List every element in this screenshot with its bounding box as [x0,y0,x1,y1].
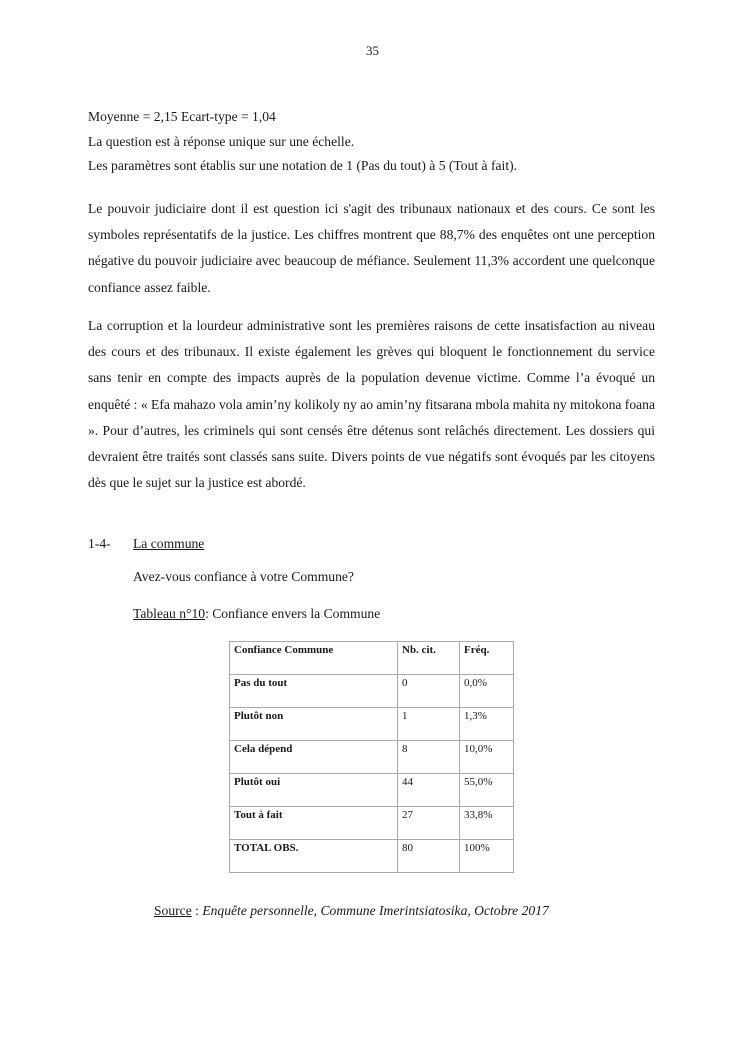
section-heading [88,534,204,554]
section-number: 1-4- [88,536,111,551]
row-count: 80 [398,840,460,873]
header-count: Nb. cit. [398,642,460,675]
source-citation [154,901,549,921]
table-caption-text: : Confiance envers la Commune [205,606,381,621]
source-separator: : [191,903,203,918]
row-count: 27 [398,807,460,840]
row-frequency: 0,0% [460,675,514,708]
row-label: Plutôt oui [230,774,398,807]
table-caption [133,604,380,624]
scale-parameters-line: Les paramètres sont établis sur une notation de 1 (Pas du tout) à 5 (Tout à fait). [88,158,518,173]
page-number: 35 [366,43,379,58]
header-confidence: Confiance Commune [230,642,398,675]
survey-question: Avez-vous confiance à votre Commune? [133,569,354,584]
section-title: La commune [133,536,205,551]
header-frequency: Fréq. [460,642,514,675]
row-frequency: 10,0% [460,741,514,774]
source-label: Source [154,903,192,918]
row-label: Plutôt non [230,708,398,741]
row-count: 1 [398,708,460,741]
row-frequency: 33,8% [460,807,514,840]
statistics-summary [88,105,658,179]
row-label: Pas du tout [230,675,398,708]
table-row [230,774,514,807]
paragraph-corruption: La corruption et la lourdeur administrative sont les premières raisons de cette insatisfaction au niveau des cours et des tribunaux. Il existe également les grèves qui bloquent le fonctionnement du service sans tenir en compte des impacts auprès de la population devenue victime. Comme l’a évoqué un enquêté : « Efa mahazo vola amin’ny kolikoly ny ao amin’ny fitsarana mbola mahita ny mitokona foana ». Pour d’autres, les criminels qui sont censés être détenus sont relâchés directement. Les dossiers qui devraient être traités sont classés sans suite. Divers points de vue négatifs sont évoqués par les citoyens dès que le sujet sur la justice est abordé. [88,318,655,491]
table-total-row [230,840,514,873]
table-row [230,741,514,774]
row-count: 44 [398,774,460,807]
row-frequency: 1,3% [460,708,514,741]
table-header-row [230,642,514,675]
row-frequency: 100% [460,840,514,873]
row-count: 8 [398,741,460,774]
mean-stddev-line: Moyenne = 2,15 Ecart-type = 1,04 [88,109,276,124]
table-row [230,708,514,741]
confidence-table [229,641,514,873]
row-label: Tout à fait [230,807,398,840]
source-text: Enquête personnelle, Commune Imerintsiatosika, Octobre 2017 [202,903,549,918]
question-type-line: La question est à réponse unique sur une échelle. [88,133,355,149]
row-count: 0 [398,675,460,708]
row-label: Cela dépend [230,741,398,774]
table-caption-label: Tableau n°10 [133,606,206,621]
row-label: TOTAL OBS. [230,840,398,873]
row-frequency: 55,0% [460,774,514,807]
paragraph-judiciary: Le pouvoir judiciaire dont il est question ici s'agit des tribunaux nationaux et des cours. Ce sont les symboles représentatifs de la justice. Les chiffres montrent que 88,7% des enquêtes ont une perception négative du pouvoir judiciaire avec beaucoup de méfiance. Seulement 11,3% accordent une quelconque confiance assez faible. [88,201,655,295]
table-row [230,675,514,708]
table-row [230,807,514,840]
